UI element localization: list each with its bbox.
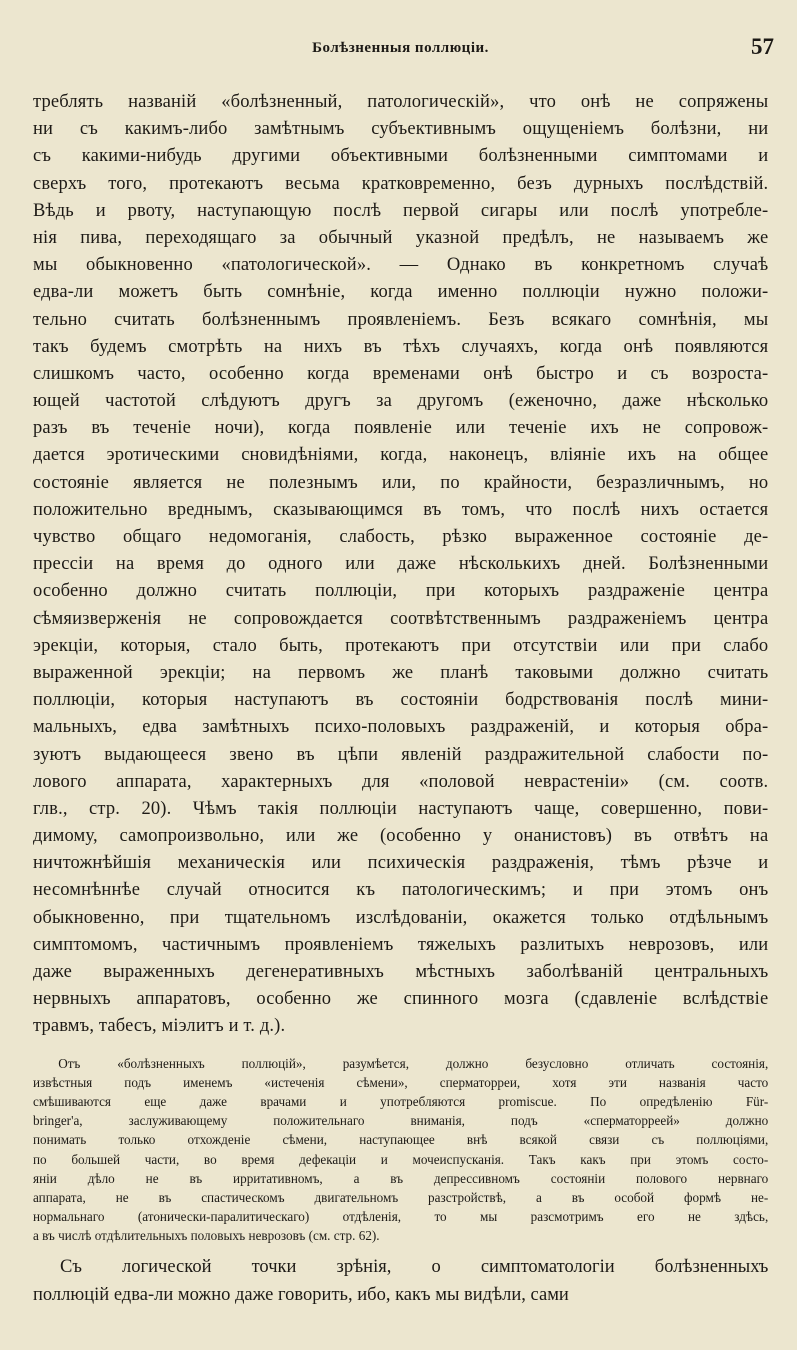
footnote-line: яніи дѣло не въ ирритативномъ, а въ депрессивномъ состояніи полового нервнаго bbox=[33, 1170, 769, 1186]
text-line: мы обыкновенно «патологической». — Однако въ конкретномъ случаѣ bbox=[33, 254, 769, 276]
text-line: нія пива, переходящаго за обычный указной предѣлъ, не называемъ же bbox=[33, 226, 769, 248]
text-line: поллюцій едва-ли можно даже говорить, ибо, какъ мы видѣли, сами bbox=[33, 1284, 569, 1306]
running-title: Болѣзненныя поллюціи. bbox=[312, 40, 489, 56]
footnote-line: нормальнаго (атонически-паралитическаго) отдѣленія, то мы разсмотримъ его не здѣсь, bbox=[33, 1209, 769, 1225]
text-line: особенно должно считать поллюціи, при которыхъ раздраженіе центра bbox=[33, 580, 769, 602]
text-line: положительно вреднымъ, сказывающимся въ томъ, что послѣ нихъ остается bbox=[33, 498, 769, 520]
footnote-line: смѣшиваются еще даже врачами и употребляются promiscue. По опредѣленію Für- bbox=[33, 1093, 769, 1109]
text-line: выраженной эрекціи; на первомъ же планѣ таковыми должно считать bbox=[33, 661, 769, 683]
text-line: Съ логической точки зрѣнія, о симптоматологіи болѣзненныхъ bbox=[60, 1256, 769, 1278]
text-line: поллюціи, которыя наступаютъ въ состояніи бодрствованія послѣ мини- bbox=[33, 689, 769, 711]
text-line: едва-ли можетъ быть сомнѣніе, когда именно поллюціи нужно положи- bbox=[33, 281, 769, 303]
footnote-line: по большей части, во время дефекаціи и мочеиспусканія. Такъ какъ при этомъ состо- bbox=[33, 1151, 769, 1167]
text-line: Вѣдь и рвоту, наступающую послѣ первой сигары или послѣ употребле- bbox=[33, 199, 769, 221]
text-line: симптомомъ, частичнымъ проявленіемъ тяжелыхъ разлитыхъ неврозовъ, или bbox=[33, 933, 769, 955]
text-line: тельно считать болѣзненнымъ проявленіемъ. Безъ всякаго сомнѣнія, мы bbox=[33, 308, 769, 330]
text-line: эрекціи, которыя, стало быть, протекаютъ при отсутствіи или при слабо bbox=[33, 634, 769, 656]
footnote-line: понимать только отхожденіе сѣмени, наступающее внѣ всякой связи съ поллюціями, bbox=[33, 1132, 769, 1148]
footnote-block bbox=[33, 1054, 768, 1246]
text-line: слишкомъ часто, особенно когда временами онѣ быстро и съ возроста- bbox=[33, 362, 769, 384]
text-line: обыкновенно, при тщательномъ изслѣдованіи, окажется только отдѣльнымъ bbox=[33, 906, 769, 928]
text-line: состояніе является не полезнымъ или, по крайности, безразличнымъ, но bbox=[33, 471, 769, 493]
text-line: сверхъ того, протекаютъ весьма кратковременно, безъ дурныхъ послѣдствій. bbox=[33, 172, 769, 194]
text-line: дается эротическими сновидѣніями, когда, наконецъ, вліяніе ихъ на общее bbox=[33, 444, 769, 466]
text-line: даже выраженныхъ дегенеративныхъ мѣстныхъ заболѣваній центральныхъ bbox=[33, 961, 769, 982]
text-line: димому, самопроизвольно, или же (особенно у онанистовъ) въ отвѣтъ на bbox=[33, 825, 769, 847]
text-line: зуютъ выдающееся звено въ цѣпи явленій раздражительной слабости по- bbox=[33, 743, 769, 765]
main-text-block bbox=[33, 88, 768, 1040]
text-line: сѣмяизверженія не сопровождается соотвѣтственнымъ раздраженіемъ центра bbox=[33, 607, 769, 629]
text-line: разъ въ теченіе ночи), когда появленіе или теченіе ихъ не сопровож- bbox=[33, 417, 769, 439]
footnote-line: bringer'a, заслуживающему положительнаго вниманія, подъ «сперматорреей» должно bbox=[33, 1113, 769, 1129]
text-line: ничтожнѣйшія механическія или психическія раздраженія, тѣмъ рѣзче и bbox=[33, 852, 769, 874]
text-line: такъ будемъ смотрѣть на нихъ въ тѣхъ случаяхъ, когда онѣ появляются bbox=[33, 335, 769, 357]
text-line: нервныхъ аппаратовъ, особенно же спинного мозга (сдавленіе вслѣдствіе bbox=[33, 988, 769, 1010]
text-line: мальныхъ, едва замѣтныхъ психо-половыхъ раздраженій, и которыя обра- bbox=[33, 716, 769, 738]
text-line: несомнѣннѣе случай относится къ патологическимъ; и при этомъ онъ bbox=[33, 879, 769, 901]
text-line: травмъ, табесъ, міэлитъ и т. д.). bbox=[33, 1015, 286, 1037]
text-line: глв., стр. 20). Чѣмъ такія поллюціи наступаютъ чаще, совершенно, пови- bbox=[33, 797, 769, 819]
closing-paragraph bbox=[33, 1253, 768, 1309]
text-line: чувство общаго недомоганія, слабость, рѣзко выраженное состояніе де- bbox=[33, 526, 769, 547]
page-header bbox=[33, 34, 774, 68]
text-line: съ какими-нибудь другими объективными болѣзненными симптомами и bbox=[33, 145, 769, 167]
footnote-line: а въ числѣ отдѣлительныхъ половыхъ неврозовъ (см. стр. 62). bbox=[33, 1228, 380, 1244]
footnote-line: извѣстныя подъ именемъ «истеченія сѣмени», сперматорреи, хотя эти названія часто bbox=[33, 1074, 769, 1090]
text-line: треблять названій «болѣзненный, патологическій», что онѣ не сопряжены bbox=[33, 91, 769, 112]
footnote-line: Отъ «болѣзненныхъ поллюцій», разумѣется, должно безусловно отличать состоянія, bbox=[58, 1055, 769, 1071]
footnote-line: аппарата, не въ спастическомъ двигательномъ разстройствѣ, а въ особой формѣ не- bbox=[33, 1189, 769, 1205]
book-page bbox=[33, 34, 774, 1309]
page-number: 57 bbox=[751, 34, 774, 59]
text-line: прессіи на время до одного или даже нѣсколькихъ дней. Болѣзненными bbox=[33, 553, 769, 575]
text-line: лового аппарата, характерныхъ для «половой неврастеніи» (см. соотв. bbox=[33, 770, 769, 792]
text-line: ни съ какимъ-либо замѣтнымъ субъективнымъ ощущеніемъ болѣзни, ни bbox=[33, 118, 769, 140]
text-line: ющей частотой слѣдуютъ другъ за другомъ (еженочно, даже нѣсколько bbox=[33, 390, 769, 412]
